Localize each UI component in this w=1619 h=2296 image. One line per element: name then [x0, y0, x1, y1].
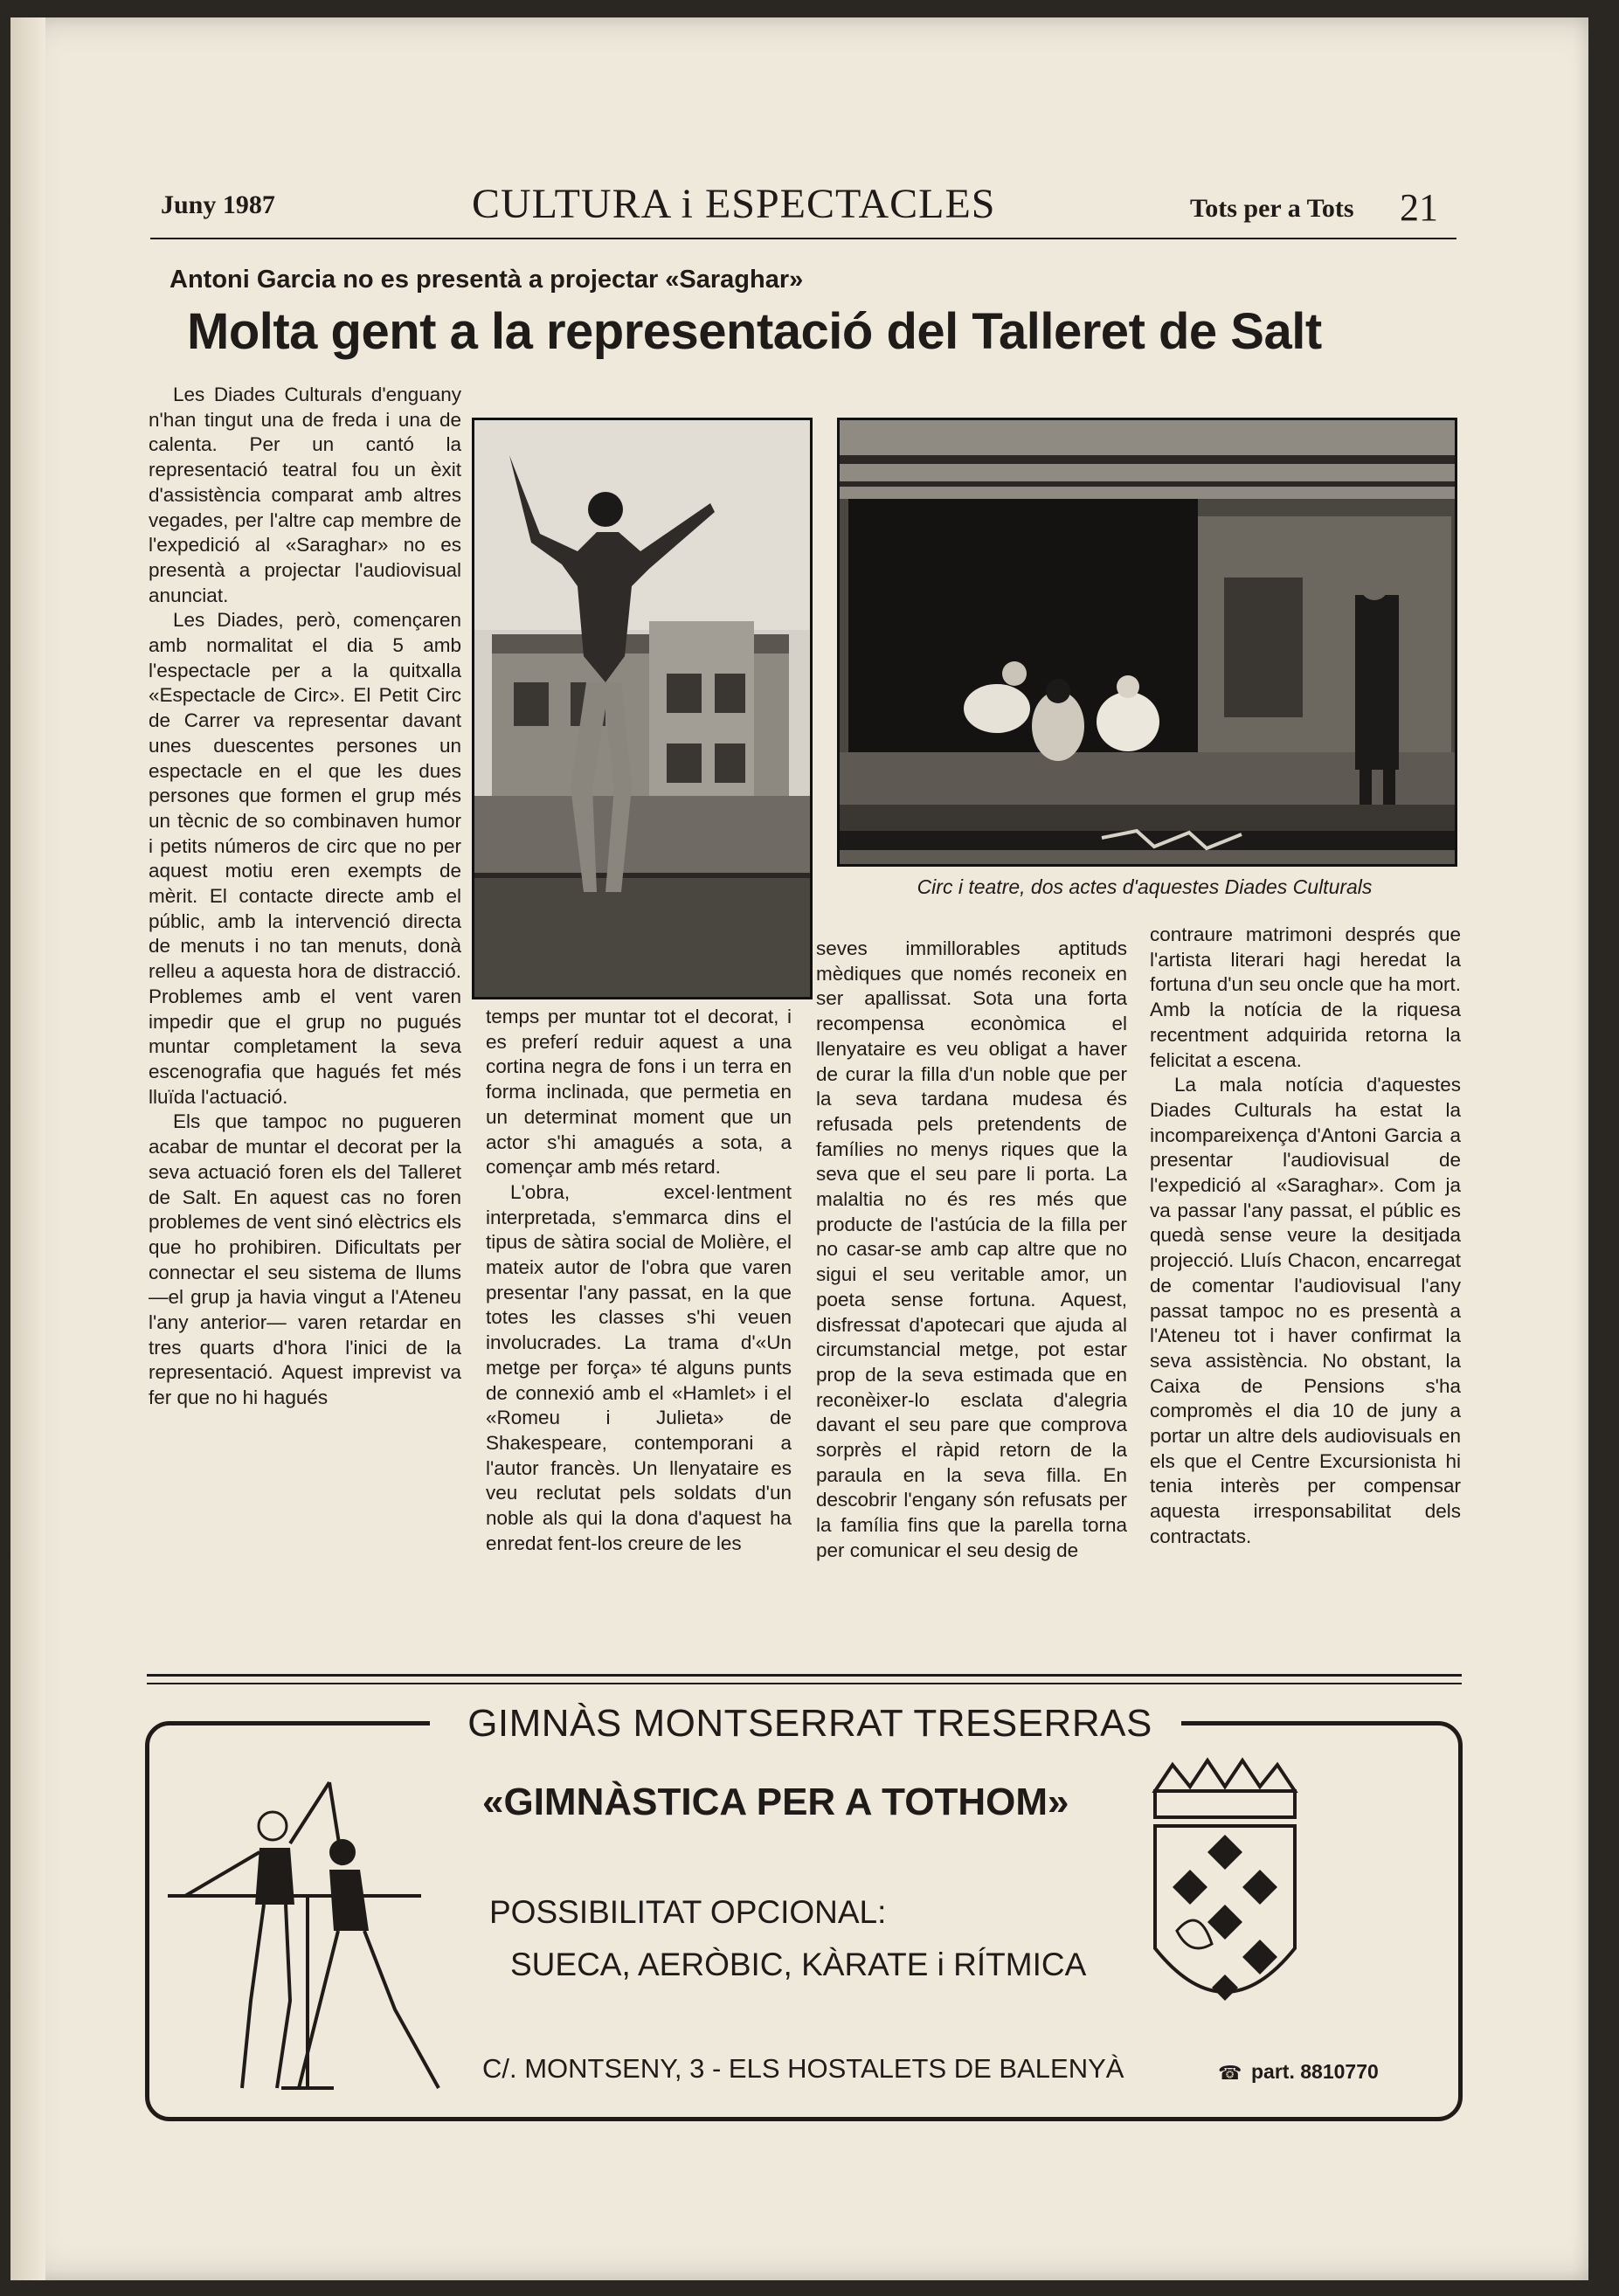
article-column-4 — [1150, 923, 1461, 1674]
separator-rule — [147, 1674, 1462, 1677]
circus-acrobat-illustration — [474, 420, 810, 997]
ad-title: GIMNÀS MONTSERRAT TRESERRAS — [467, 1702, 1152, 1745]
paragraph: temps per muntar tot el decorat, i es preferí reduir aquest a una cortina negra de fons i un terra en forma inclinada, que permetia en un determinat moment que un actor s'hi amagués a sota, a començar amb més retard. — [486, 1006, 792, 1179]
paragraph: contraure matrimoni després que l'artista literari hagi heredat la fortuna d'un seu oncle que ha mort. Amb la notícia de la riquesa recentment adquirida retorna la felicitat a escena. — [1150, 923, 1461, 1071]
paragraph: Les Diades, però, començaren amb normalitat el dia 5 amb l'espectacle per a la quitxalla «Espectacle de Circ». El Petit Circ de Carrer va representar davant unes duescentes persones un espectacle en el que les dues persones que formen el grup més un tècnic de so combinaven humor i petits números de circ que no per aquest motiu eren exempts de mèrit. El contacte directe amb el públic, amb la intervenció directa de menuts i no tan menuts, donà relleu a aquesta hora de distracció. Problemes amb el vent varen impedir que el grup no pugués muntar completament la seva escenografia que hagués fet més lluïda l'actuació. — [149, 609, 461, 1108]
publication-name: Tots per a Tots — [1190, 194, 1354, 223]
paragraph: seves immillorables aptituds mèdiques que només reconeix en ser apallissat. Sota una forta recompensa econòmica el llenyataire es veu obligat a haver de curar la filla d'un noble que per la seva tardana mudesa és refusada pels pretendents de famílies no menys riques que la seva que el seu pare li porta. La malaltia no és res més que producte de l'astúcia de la filla per no casar-se amb cap altre que no sigui el seu veritable amor, un poeta sense fortuna. Aquest, disfressat d'apotecari que ajuda al circumstancial metge, pot estar prop de la seva estimada que en reconèixer-lo esclata d'alegria davant el seu pare que comprova sorprès el ràpid retorn de la paraula en la seva filla. En descobrir l'engany són refusats per la família fins que la parella torna per comunicar el seu desig de — [816, 937, 1127, 1561]
ad-options-label: POSSIBILITAT OPCIONAL: — [489, 1894, 887, 1930]
theatre-stage-illustration — [840, 420, 1455, 864]
ad-options: SUECA, AERÒBIC, KÀRATE i RÍTMICA — [510, 1947, 1087, 1982]
newspaper-page — [10, 17, 1588, 2280]
separator-rule — [147, 1683, 1462, 1684]
coat-of-arms-drawing — [1138, 1756, 1312, 2044]
page-spine-shadow — [10, 17, 45, 2280]
coat-of-arms-icon — [1138, 1756, 1312, 2049]
issue-date: Juny 1987 — [161, 190, 275, 219]
circus-acrobat-photo — [472, 418, 813, 999]
header-rule — [150, 238, 1456, 239]
dancers-drawing — [159, 1774, 456, 2106]
telephone-icon: ☎ — [1218, 2062, 1242, 2084]
dancers-illustration — [159, 1774, 456, 2110]
article-headline: Molta gent a la representació del Talleret de Salt — [187, 303, 1322, 360]
article-kicker: Antoni Garcia no es presentà a projectar «Saraghar» — [170, 266, 804, 294]
article-column-1 — [149, 383, 461, 1649]
photo-caption: Circ i teatre, dos actes d'aquestes Diades Culturals — [917, 875, 1373, 898]
section-title: CULTURA i ESPECTACLES — [472, 181, 996, 227]
paragraph: L'obra, excel·lentment interpretada, s'emmarca dins el tipus de sàtira social de Molière, el mateix autor de l'obra que varen presentar l'any passat, en la que totes les classes s'hi veuen involucrades. La trama d'«Un metge per força» té alguns punts de connexió amb el «Hamlet» i el «Romeu i Julieta» de Shakespeare, contemporani a l'autor francès. Un llenyataire es veu reclutat pels soldats d'un noble als qui la dona d'aquest ha enredat fent-los creure de les — [486, 1180, 792, 1554]
page-number: 21 — [1400, 186, 1438, 229]
ad-slogan: «GIMNÀSTICA PER A TOTHOM» — [482, 1781, 1069, 1823]
ad-address: C/. MONTSENY, 3 - ELS HOSTALETS DE BALENYÀ — [482, 2053, 1124, 2084]
theatre-stage-photo — [837, 418, 1457, 867]
article-column-3 — [816, 937, 1127, 1649]
ad-phone: part. 8810770 — [1251, 2060, 1379, 2083]
paragraph: Les Diades Culturals d'enguany n'han tingut una de freda i una de calenta. Per un cantó la representació teatral fou un èxit d'assistència comparat amb altres vegades, per l'altre cap membre de l'expedició al «Saraghar» no es presentà a projectar l'audiovisual anunciat. — [149, 384, 461, 606]
paragraph: La mala notícia d'aquestes Diades Culturals ha estat la incompareixença d'Antoni Garcia a presentar l'audiovisual de l'expedició al «Saraghar». Com ja va passar l'any passat, el públic es quedà sense veure la desitjada projecció. Lluís Chacon, encarregat de comentar l'audiovisual l'any passat tampoc no es presentà a l'Ateneu tot i haver confirmat la seva assistència. No obstant, la Caixa de Pensions s'ha compromès el dia 10 de juny a portar un altre dels audiovisuals en els que el Centre Excursionista hi tenia interès per compensar aquesta irresponsabilitat dels contractats. — [1150, 1074, 1461, 1547]
paragraph: Els que tampoc no pugueren acabar de muntar el decorat per la seva actuació foren els del Talleret de Salt. En aquest cas no foren problemes de vent sinó elèctrics els que ho prohibiren. Dificultats per connectar el seu sistema de llums —el grup ja havia vingut a l'Ateneu l'any anterior— varen retardar en tres quarts d'hora l'inici de la representació. Aquest imprevist va fer que no hi hagués — [149, 1110, 461, 1409]
article-column-2 — [486, 1005, 792, 1649]
